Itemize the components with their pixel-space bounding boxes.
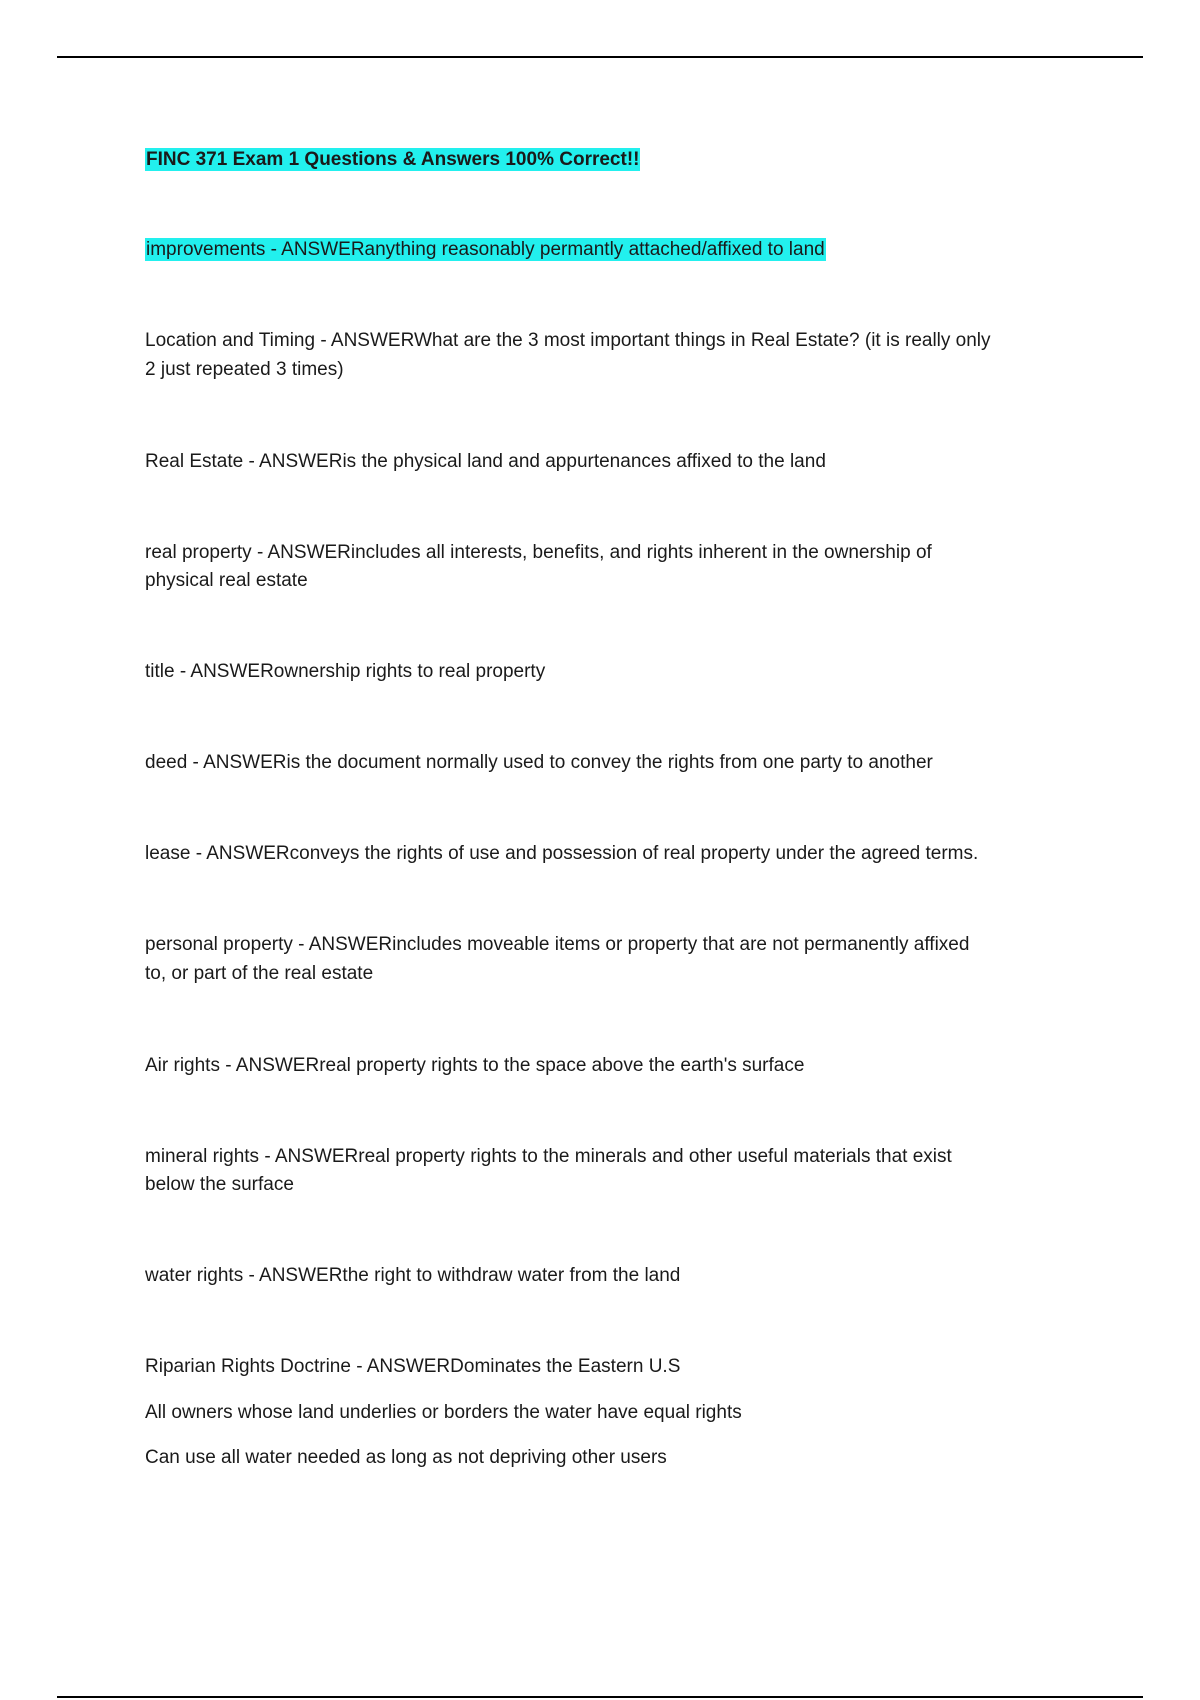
footer-rule bbox=[57, 1696, 1143, 1698]
header-rule bbox=[57, 56, 1143, 58]
entry-real-property-line-1: real property - ANSWERincludes all interests, benefits, and rights inherent in the ownership of bbox=[145, 542, 932, 563]
entry-personal-property-line-2: to, or part of the real estate bbox=[145, 963, 374, 984]
entry-improvements bbox=[145, 235, 826, 264]
entry-real-property-line-2: physical real estate bbox=[145, 570, 308, 591]
entry-title: title - ANSWERownership rights to real property bbox=[145, 661, 546, 682]
title-highlight: FINC 371 Exam 1 Questions & Answers 100% Correct!! bbox=[146, 149, 640, 170]
entry-location-timing-line-1: Location and Timing - ANSWERWhat are the 3 most important things in Real Estate? (it is really only bbox=[145, 330, 991, 351]
entry-real-estate: Real Estate - ANSWERis the physical land and appurtenances affixed to the land bbox=[145, 451, 826, 472]
entry-deed: deed - ANSWERis the document normally used to convey the rights from one party to another bbox=[145, 752, 933, 773]
entry-air-rights: Air rights - ANSWERreal property rights to the space above the earth's surface bbox=[145, 1055, 805, 1076]
entry-riparian-line-2: All owners whose land underlies or borders the water have equal rights bbox=[145, 1402, 742, 1423]
entry-lease: lease - ANSWERconveys the rights of use and possession of real property under the agreed terms. bbox=[145, 843, 979, 864]
entry-location-timing-line-2: 2 just repeated 3 times) bbox=[145, 359, 344, 380]
entry-mineral-rights-line-1: mineral rights - ANSWERreal property rights to the minerals and other useful materials that exist bbox=[145, 1146, 952, 1167]
entry-riparian-line-1: Riparian Rights Doctrine - ANSWERDominates the Eastern U.S bbox=[145, 1356, 681, 1377]
entry-water-rights: water rights - ANSWERthe right to withdraw water from the land bbox=[145, 1265, 681, 1286]
document-title bbox=[145, 145, 640, 174]
entry-riparian-line-3: Can use all water needed as long as not depriving other users bbox=[145, 1447, 667, 1468]
entry-highlight: improvements - ANSWERanything reasonably permantly attached/affixed to land bbox=[146, 239, 825, 260]
entry-mineral-rights-line-2: below the surface bbox=[145, 1174, 294, 1195]
entry-personal-property-line-1: personal property - ANSWERincludes moveable items or property that are not permanently affixed bbox=[145, 934, 970, 955]
